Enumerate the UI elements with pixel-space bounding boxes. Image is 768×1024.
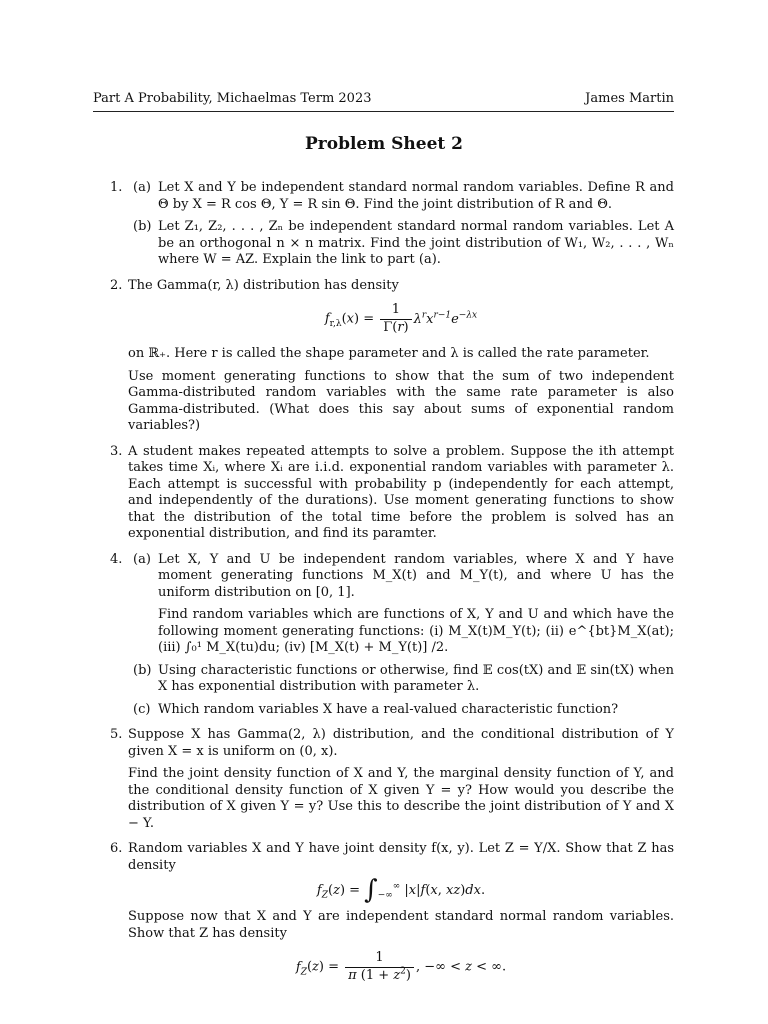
- problem-text: Let X, Y and U be independent random variables, where X and Y have moment generating functions M_X(t) and M_Y(t), and where U has the uniform distribution on [0, 1].: [158, 551, 674, 600]
- problem-text: Find the joint density function of X and Y, the marginal density function of Y, and the conditional density function of X given Y = y? How would you describe the distribution of X given Y = y? Use this to describe the joint distribution of Y and X − Y.: [128, 766, 674, 831]
- problem-text: Use moment generating functions to show that the sum of two independent Gamma-distributed random variables with the same rate parameter is also Gamma-distributed. (What does this say about sums of exponential random variables?): [128, 368, 674, 433]
- part-label: (c): [133, 701, 151, 717]
- header-rule: [93, 111, 674, 112]
- part-label: (a): [133, 551, 151, 567]
- problem-3: [93, 444, 674, 543]
- problem-text: Let X and Y be independent standard normal random variables. Define R and Θ by X = R cos Θ, Y = R sin Θ. Find the joint distribution of R and Θ.: [158, 180, 674, 212]
- problem-text: Using characteristic functions or otherwise, find 𝔼 cos(tX) and 𝔼 sin(tX) when X has exponential distribution with parameter λ.: [158, 662, 674, 694]
- problem-1b: [128, 219, 674, 269]
- part-label: (a): [133, 180, 151, 195]
- problem-text: Let Z₁, Z₂, . . . , Zₙ be independent standard normal random variables. Let A be an orthogonal n × n matrix. Find the joint distribution of W₁, W₂, . . . , Wₙ where W = AZ. Explain the link to part (a).: [158, 219, 674, 267]
- problem-number: 2.: [110, 277, 123, 293]
- problem-number: 5.: [110, 727, 123, 742]
- problem-4c: [128, 702, 674, 719]
- cauchy-density-equation: $f_Z(z)$ = $\frac{1}{\pi (1 + z^2)}$ , −∞ < z < ∞.: [295, 950, 507, 983]
- problem-5: [93, 727, 674, 832]
- page-title: Problem Sheet 2: [304, 134, 463, 154]
- problem-number: 6.: [110, 841, 123, 856]
- problem-2: [93, 278, 674, 435]
- problem-intro: The Gamma(r, λ) distribution has density: [128, 277, 399, 293]
- running-header: [93, 91, 674, 108]
- problem-text: Random variables X and Y have joint density f(x, y). Let Z = Y/X. Show that Z has density: [128, 841, 674, 873]
- problem-text: Which random variables X have a real-valued characteristic function?: [158, 701, 619, 717]
- problem-number: 4.: [110, 551, 123, 567]
- part-label: (b): [133, 219, 152, 234]
- header-course: Part A Probability, Michaelmas Term 2023: [93, 91, 372, 106]
- problem-1a: [128, 180, 674, 213]
- problem-list: [93, 180, 674, 994]
- problem-text: on ℝ₊. Here r is called the shape parameter and λ is called the rate parameter.: [128, 346, 650, 361]
- problem-text: Find random variables which are functions of X, Y and U and which have the following moment generating functions: (i) M_X(t)M_Y(t); (ii) e^{bt}M_X(at); (iii) ∫₀¹ M_X(tu)du; (iv) [M_X(t) + M_Y(t)] /2.: [158, 607, 674, 655]
- problem-1: [93, 180, 674, 269]
- part-label: (b): [133, 662, 152, 678]
- problem-4a: [128, 552, 674, 657]
- problem-text: Suppose X has Gamma(2, λ) distribution, and the conditional distribution of Y given X = x is uniform on (0, x).: [128, 727, 674, 759]
- problem-4b: [128, 663, 674, 696]
- ratio-density-equation: $f_Z(z) = \int_{-\infty}^\infty$ |x|f(x, xz)dx.: [316, 875, 486, 905]
- problem-number: 3.: [110, 443, 123, 459]
- problem-4: [93, 552, 674, 719]
- problem-6: [93, 841, 674, 984]
- problem-text: A student makes repeated attempts to solve a problem. Suppose the ith attempt takes time Xᵢ, where Xᵢ are i.i.d. exponential random variables with parameter λ. Each attempt is successful with probability p (independently for each attempt, and independently of the durations). Use moment generating functions to show that the distribution of the total time before the problem is solved has an exponential distribution, and find its paramter.: [128, 443, 674, 541]
- problem-number: 1.: [110, 180, 123, 195]
- problem-text: Suppose now that X and Y are independent standard normal random variables. Show that Z has density: [128, 909, 674, 941]
- header-author: James Martin: [585, 91, 674, 106]
- gamma-density-equation: $f_{r,\lambda}(x)$ = $\frac{1}{\Gamma(r)}$ $\lambda^rx^{r-1}e^{-\lambda x}$: [324, 302, 478, 335]
